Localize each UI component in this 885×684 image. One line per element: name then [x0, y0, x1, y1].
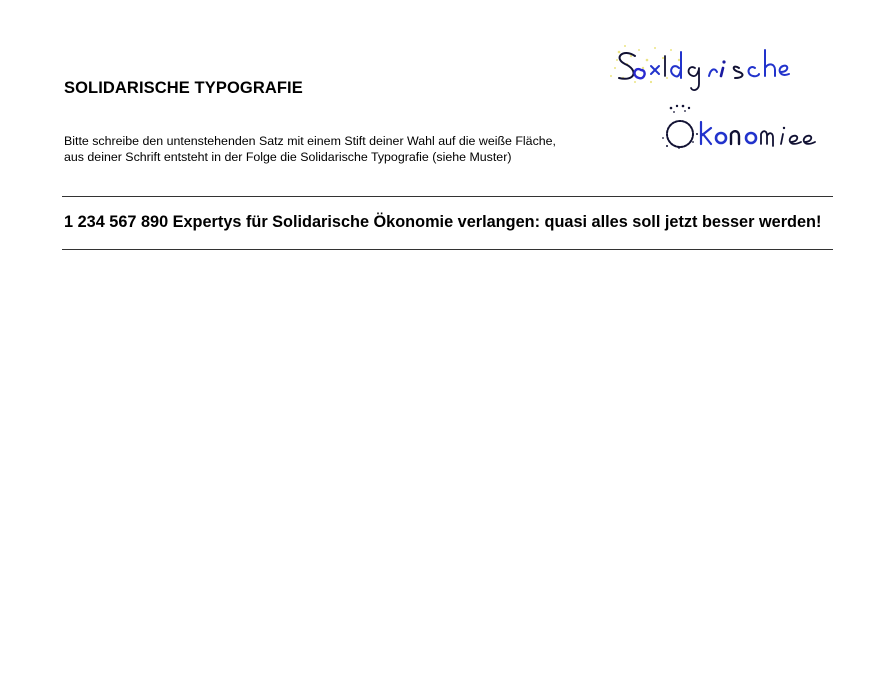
page-title: SOLIDARISCHE TYPOGRAFIE: [64, 79, 303, 97]
handwriting-sample-image: [605, 38, 835, 158]
handwriting-sample: [605, 38, 835, 158]
divider-bottom: [62, 249, 833, 250]
divider-top: [62, 196, 833, 197]
instruction-line-2: aus deiner Schrift entsteht in der Folge die Solidarische Typografie (siehe Muster): [64, 150, 512, 164]
instruction-text: [64, 133, 556, 165]
instruction-line-1: Bitte schreibe den untenstehenden Satz mit einem Stift deiner Wahl auf die weiße Fläche,: [64, 134, 556, 148]
sample-sentence: 1 234 567 890 Expertys für Solidarische Ökonomie verlangen: quasi alles soll jetzt besser werden!: [64, 213, 822, 231]
